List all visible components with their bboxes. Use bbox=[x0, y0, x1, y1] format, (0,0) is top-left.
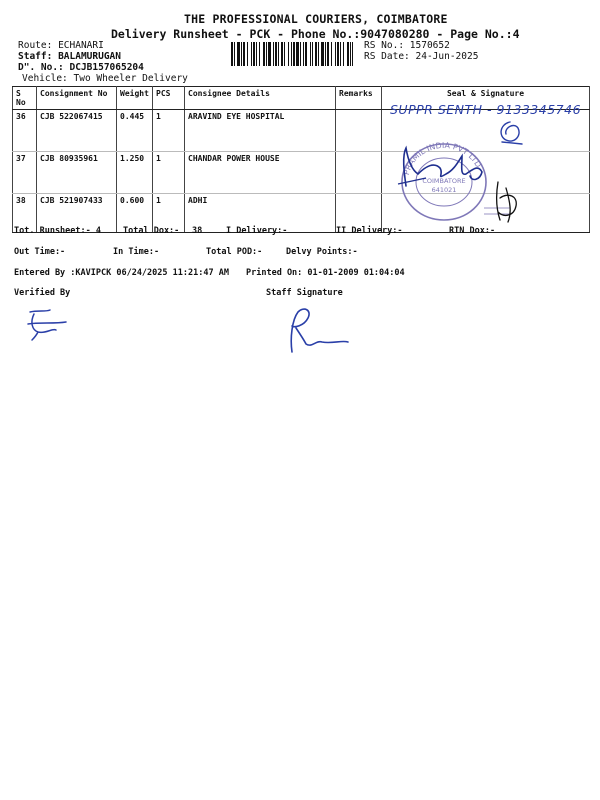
barcode bbox=[231, 42, 353, 66]
barcode-bar bbox=[327, 42, 329, 66]
signature-row-38 bbox=[486, 178, 526, 224]
barcode-bar bbox=[281, 42, 283, 66]
barcode-bar bbox=[305, 42, 307, 66]
barcode-bar bbox=[247, 42, 248, 66]
i-delivery: I Delivery:- bbox=[226, 226, 288, 236]
barcode-bar bbox=[284, 42, 285, 66]
row-pcs: 1 bbox=[153, 194, 185, 233]
staff-value: BALAMURUGAN bbox=[58, 51, 121, 62]
barcode-bar bbox=[352, 42, 353, 66]
barcode-bar bbox=[234, 42, 235, 66]
barcode-bar bbox=[278, 42, 279, 66]
verified-by-signature bbox=[24, 306, 70, 342]
route-line bbox=[18, 40, 104, 51]
row-consignment: CJB 80935961 bbox=[37, 152, 117, 194]
row-pcs: 1 bbox=[153, 110, 185, 152]
barcode-bar bbox=[325, 42, 326, 66]
rs-no-label: RS No.: bbox=[364, 40, 405, 51]
row-weight: 0.600 bbox=[117, 194, 153, 233]
barcode-bar bbox=[350, 42, 351, 66]
col-sno: S No bbox=[13, 87, 37, 110]
barcode-bar bbox=[312, 42, 313, 66]
rtn-dox: RTN Dox:- bbox=[449, 226, 496, 236]
barcode-bar bbox=[241, 42, 242, 66]
printed-on: Printed On: 01-01-2009 01:04:04 bbox=[246, 268, 405, 278]
handwritten-receiver-note: SUPPR SENTH - 9133345746 bbox=[390, 102, 582, 117]
route-value: ECHANARI bbox=[58, 40, 104, 51]
entered-by: Entered By :KAVIPCK 06/24/2025 11:21:47 AM bbox=[14, 268, 229, 278]
barcode-bar bbox=[268, 42, 271, 66]
out-time: Out Time:- bbox=[14, 247, 66, 257]
barcode-bar bbox=[335, 42, 336, 66]
barcode-bar bbox=[275, 42, 277, 66]
delvy-points: Delvy Points:- bbox=[286, 247, 358, 257]
barcode-bar bbox=[315, 42, 317, 66]
barcode-bar bbox=[259, 42, 260, 66]
total-pod: Total POD:- bbox=[206, 247, 263, 257]
total-dox-value: 38 bbox=[192, 226, 203, 236]
stamp-city: COIMBATORE bbox=[422, 177, 466, 185]
barcode-bar bbox=[300, 42, 301, 66]
barcode-bar bbox=[321, 42, 324, 66]
stamp-text: PRAMIL INDIA PVT LTD bbox=[401, 140, 484, 177]
rs-no-value: 1570652 bbox=[409, 40, 450, 51]
barcode-bar bbox=[318, 42, 319, 66]
company-title: THE PROFESSIONAL COURIERS, COIMBATORE bbox=[184, 12, 448, 26]
barcode-bar bbox=[251, 42, 252, 66]
barcode-bar bbox=[337, 42, 339, 66]
row-consignment: CJB 522067415 bbox=[37, 110, 117, 152]
stamp-pin: 641021 bbox=[431, 186, 457, 194]
total-dox-label: Total Dox:- bbox=[123, 226, 180, 236]
row-consignment: CJB 521907433 bbox=[37, 194, 117, 233]
barcode-bar bbox=[237, 42, 240, 66]
row-weight: 1.250 bbox=[117, 152, 153, 194]
col-remarks: Remarks bbox=[336, 87, 382, 110]
barcode-bar bbox=[291, 42, 292, 66]
barcode-bar bbox=[231, 42, 233, 66]
drs-line bbox=[18, 62, 144, 73]
col-seal-signature: Seal & Signature bbox=[382, 87, 590, 110]
rs-date-value: 24-Jun-2025 bbox=[415, 51, 479, 62]
col-consignee: Consignee Details bbox=[185, 87, 336, 110]
row-sno: 37 bbox=[13, 152, 37, 194]
route-label: Route: bbox=[18, 40, 53, 51]
row-consignee: ARAVIND EYE HOSPITAL bbox=[185, 110, 336, 152]
barcode-bar bbox=[256, 42, 257, 66]
barcode-bar bbox=[266, 42, 267, 66]
tot-runsheet: Tot. Runsheet:- 4 bbox=[14, 226, 101, 236]
runsheet-subtitle: Delivery Runsheet - PCK - Phone No.:9047080280 - Page No.:4 bbox=[111, 27, 520, 41]
col-consignment: Consignment No bbox=[37, 87, 117, 110]
row-remarks bbox=[336, 110, 382, 152]
col-pcs: PCS bbox=[153, 87, 185, 110]
staff-signature bbox=[282, 304, 352, 356]
row-remarks bbox=[336, 152, 382, 194]
vehicle-value: Two Wheeler Delivery bbox=[73, 73, 188, 84]
row-sno: 38 bbox=[13, 194, 37, 233]
staff-signature-label: Staff Signature bbox=[266, 288, 343, 298]
drs-value: DCJB157065204 bbox=[69, 62, 144, 73]
staff-line bbox=[18, 51, 121, 62]
barcode-bar bbox=[347, 42, 349, 66]
rs-date-label: RS Date: bbox=[364, 51, 410, 62]
barcode-bar bbox=[263, 42, 265, 66]
barcode-bar bbox=[331, 42, 332, 66]
vehicle-line bbox=[22, 73, 188, 84]
barcode-bar bbox=[340, 42, 341, 66]
barcode-bar bbox=[273, 42, 274, 66]
barcode-bar bbox=[343, 42, 344, 66]
verified-by-label: Verified By bbox=[14, 288, 71, 298]
barcode-bar bbox=[310, 42, 311, 66]
barcode-bar bbox=[243, 42, 245, 66]
in-time: In Time:- bbox=[113, 247, 160, 257]
barcode-bar bbox=[293, 42, 295, 66]
barcode-bar bbox=[253, 42, 255, 66]
drs-label: D". No.: bbox=[18, 62, 64, 73]
rs-no-line bbox=[364, 40, 450, 51]
col-weight: Weight bbox=[117, 87, 153, 110]
barcode-bar bbox=[296, 42, 299, 66]
row-consignee: ADHI bbox=[185, 194, 336, 233]
vehicle-label: Vehicle: bbox=[22, 73, 68, 84]
row-weight: 0.445 bbox=[117, 110, 153, 152]
barcode-bar bbox=[303, 42, 304, 66]
row-sno: 36 bbox=[13, 110, 37, 152]
barcode-bar bbox=[288, 42, 289, 66]
row-pcs: 1 bbox=[153, 152, 185, 194]
staff-label: Staff: bbox=[18, 51, 53, 62]
row-consignee: CHANDAR POWER HOUSE bbox=[185, 152, 336, 194]
rs-date-line bbox=[364, 51, 478, 62]
ii-delivery: II Delivery:- bbox=[336, 226, 403, 236]
